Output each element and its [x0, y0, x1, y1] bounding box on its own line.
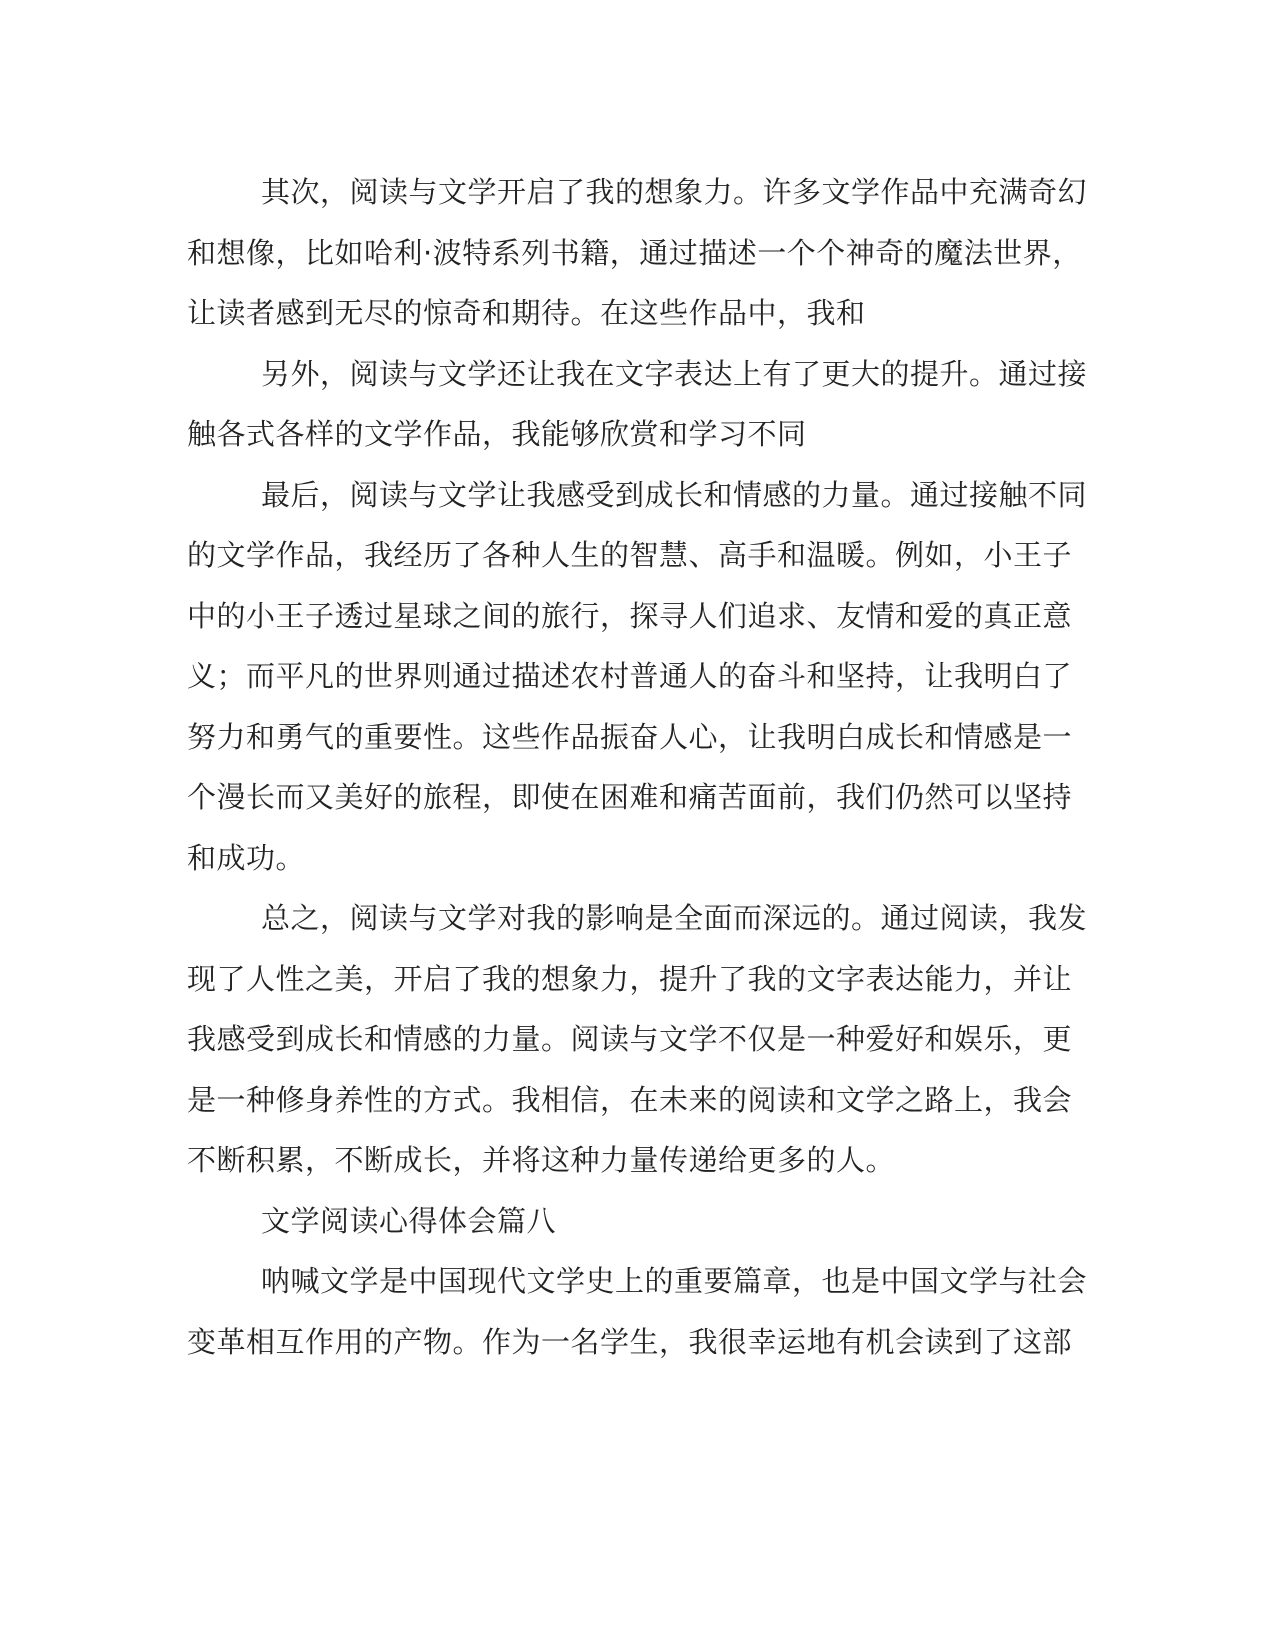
section-heading: 文学阅读心得体会篇八	[261, 1203, 557, 1238]
text-line: 变革相互作用的产物。作为一名学生，我很幸运地有机会读到了这部	[187, 1324, 1073, 1359]
text-line: 义；而平凡的世界则通过描述农村普通人的奋斗和坚持，让我明白了	[187, 659, 1073, 693]
text-line: 我感受到成长和情感的力量。阅读与文学不仅是一种爱好和娱乐，更	[187, 1022, 1073, 1056]
text-line: 呐喊文学是中国现代文学史上的重要篇章，也是中国文学与社会	[261, 1264, 1087, 1298]
text-line: 努力和勇气的重要性。这些作品振奋人心，让我明白成长和情感是一	[187, 719, 1073, 754]
text-line: 其次，阅读与文学开启了我的想象力。许多文学作品中充满奇幻	[261, 175, 1087, 209]
text-line: 另外，阅读与文学还让我在文字表达上有了更大的提升。通过接	[261, 356, 1087, 391]
text-line: 的文学作品，我经历了各种人生的智慧、高手和温暖。例如，小王子	[187, 538, 1073, 572]
document-body	[187, 162, 1087, 1372]
text-line: 中的小王子透过星球之间的旅行，探寻人们追求、友情和爱的真正意	[187, 598, 1073, 633]
text-line: 最后，阅读与文学让我感受到成长和情感的力量。通过接触不同	[261, 477, 1087, 512]
text-line: 是一种修身养性的方式。我相信，在未来的阅读和文学之路上，我会	[187, 1082, 1073, 1117]
text-line: 不断积累，不断成长，并将这种力量传递给更多的人。	[187, 1143, 896, 1177]
text-line: 总之，阅读与文学对我的影响是全面而深远的。通过阅读，我发	[261, 901, 1087, 935]
text-line: 触各式各样的文学作品，我能够欣赏和学习不同	[187, 417, 807, 451]
text-line: 个漫长而又美好的旅程，即使在困难和痛苦面前，我们仍然可以坚持	[187, 780, 1073, 814]
text-line: 和想像，比如哈利·波特系列书籍，通过描述一个个神奇的魔法世界，	[187, 235, 1082, 270]
text-line: 让读者感到无尽的惊奇和期待。在这些作品中，我和	[187, 296, 866, 330]
text-line: 和成功。	[187, 840, 306, 875]
text-line: 现了人性之美，开启了我的想象力，提升了我的文字表达能力，并让	[187, 961, 1073, 996]
